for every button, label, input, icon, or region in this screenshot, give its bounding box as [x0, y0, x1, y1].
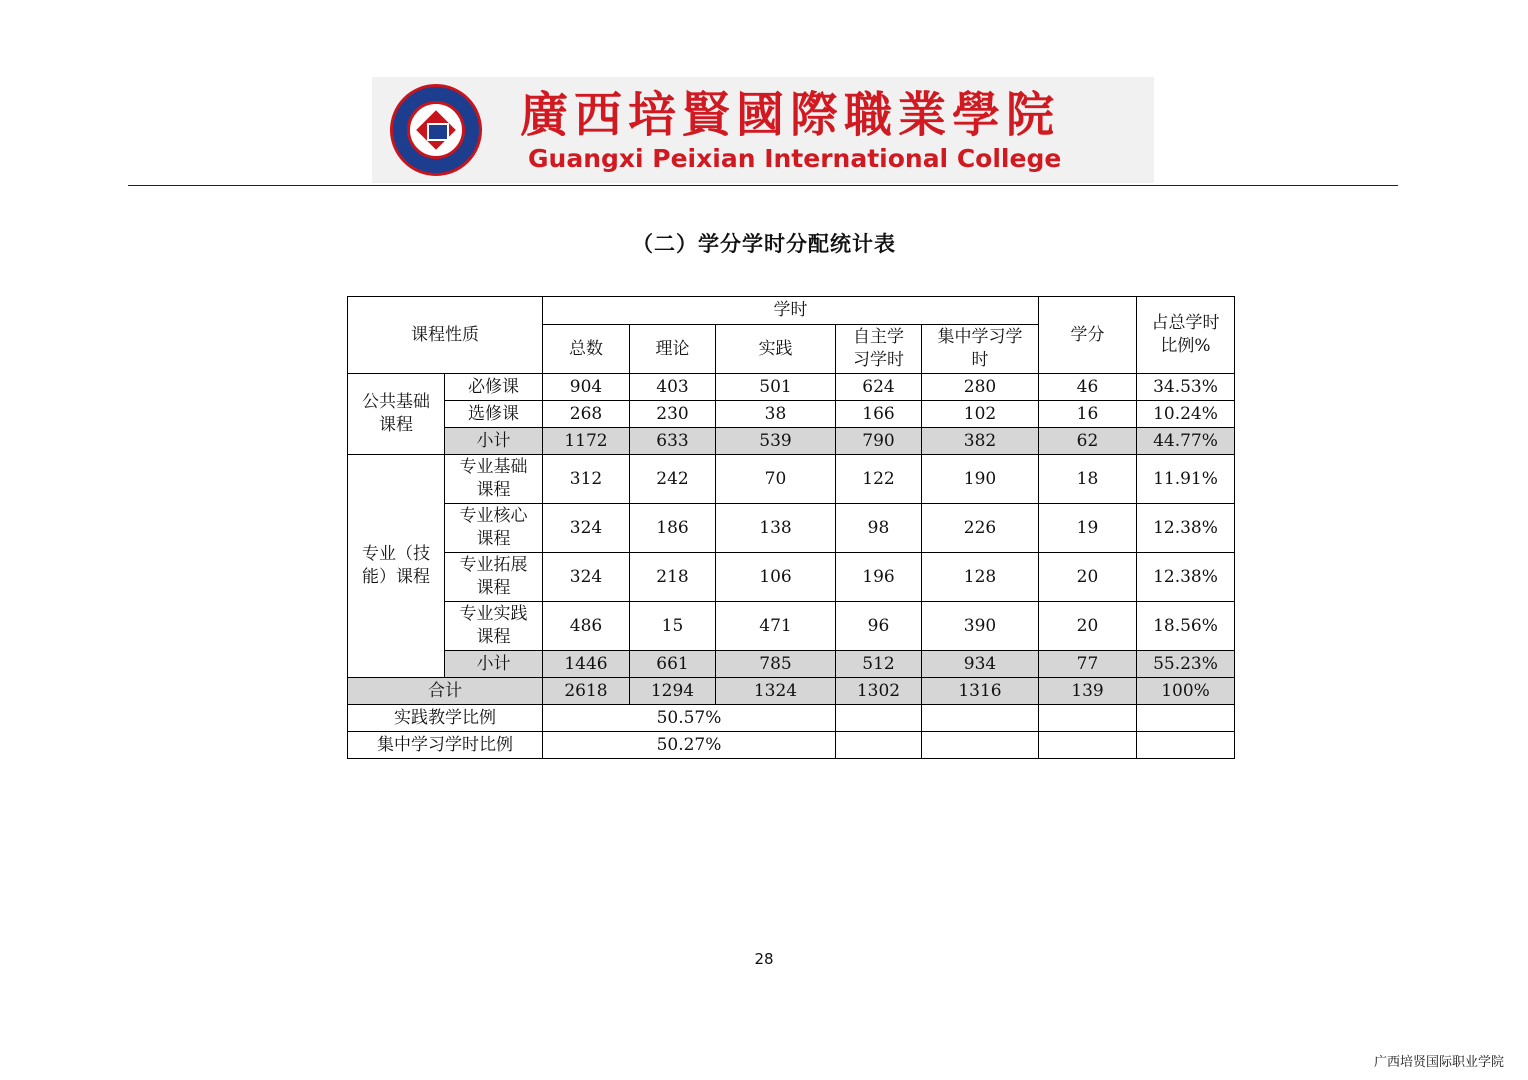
- cell-total: 2618: [543, 678, 630, 705]
- group-major-label: [348, 455, 445, 678]
- grand-total-row: [348, 678, 1235, 705]
- table-row: [348, 455, 1235, 504]
- header-practice: 实践: [716, 325, 836, 374]
- cell-central: 280: [922, 374, 1039, 401]
- cell-total: 324: [543, 553, 630, 602]
- empty-cell: [1137, 705, 1235, 732]
- cell-central: 382: [922, 428, 1039, 455]
- header-theory: 理论: [630, 325, 716, 374]
- cell-ratio: 44.77%: [1137, 428, 1235, 455]
- cell-central: 226: [922, 504, 1039, 553]
- group-public-label: [348, 374, 445, 455]
- cell-total: 486: [543, 602, 630, 651]
- cell-credits: 20: [1039, 553, 1137, 602]
- grand-total-label: 合计: [348, 678, 543, 705]
- cell-theory: 1294: [630, 678, 716, 705]
- cell-self: 98: [836, 504, 922, 553]
- cell-theory: 218: [630, 553, 716, 602]
- row-name: 小计: [445, 651, 543, 678]
- cell-ratio: 55.23%: [1137, 651, 1235, 678]
- cell-ratio: 12.38%: [1137, 504, 1235, 553]
- header-ratio: [1137, 297, 1235, 374]
- cell-central: 934: [922, 651, 1039, 678]
- cell-central: 102: [922, 401, 1039, 428]
- practice-ratio-row: [348, 705, 1235, 732]
- row-name: [445, 553, 543, 602]
- cell-total: 268: [543, 401, 630, 428]
- empty-cell: [922, 705, 1039, 732]
- cell-central: 190: [922, 455, 1039, 504]
- cell-credits: 16: [1039, 401, 1137, 428]
- header-divider: [128, 185, 1398, 186]
- page-title: （二）学分学时分配统计表: [632, 232, 896, 256]
- college-seal-logo: [390, 84, 482, 176]
- cell-practice: 138: [716, 504, 836, 553]
- cell-total: 904: [543, 374, 630, 401]
- table-row: [348, 602, 1235, 651]
- central-ratio-label: 集中学习学时比例: [348, 732, 543, 759]
- cell-ratio: 18.56%: [1137, 602, 1235, 651]
- subtotal-row: [348, 428, 1235, 455]
- cell-self: 166: [836, 401, 922, 428]
- seal-inner-ring: [407, 101, 465, 159]
- row-name-text: 专业核心课程: [459, 506, 528, 549]
- credit-hours-table: [347, 296, 1235, 759]
- row-name-text: 专业实践课程: [459, 604, 528, 647]
- practice-ratio-value: 50.57%: [543, 705, 836, 732]
- cell-self: 512: [836, 651, 922, 678]
- header-centralized: [922, 325, 1039, 374]
- cell-theory: 186: [630, 504, 716, 553]
- cell-ratio: 34.53%: [1137, 374, 1235, 401]
- group-major-text: 专业（技能）课程: [362, 544, 430, 587]
- row-name: [445, 504, 543, 553]
- header-course-type: 课程性质: [348, 297, 543, 374]
- cell-theory: 633: [630, 428, 716, 455]
- empty-cell: [836, 732, 922, 759]
- cell-theory: 230: [630, 401, 716, 428]
- row-name: 小计: [445, 428, 543, 455]
- page-number: 28: [754, 950, 774, 968]
- cell-theory: 403: [630, 374, 716, 401]
- header-self-study-label: 自主学习学时: [853, 327, 904, 370]
- cell-self: 1302: [836, 678, 922, 705]
- footer-organization: 广西培贤国际职业学院: [1373, 1055, 1504, 1070]
- college-banner: [372, 77, 1154, 183]
- cell-central: 390: [922, 602, 1039, 651]
- cell-ratio: 100%: [1137, 678, 1235, 705]
- central-ratio-value: 50.27%: [543, 732, 836, 759]
- row-name-text: 专业拓展课程: [459, 555, 528, 598]
- cell-self: 624: [836, 374, 922, 401]
- cell-theory: 242: [630, 455, 716, 504]
- group-public-text: 公共基础课程: [362, 392, 430, 435]
- cell-practice: 1324: [716, 678, 836, 705]
- cell-total: 1172: [543, 428, 630, 455]
- row-name: [445, 602, 543, 651]
- cell-credits: 19: [1039, 504, 1137, 553]
- cell-practice: 501: [716, 374, 836, 401]
- cell-self: 122: [836, 455, 922, 504]
- table-row: [348, 374, 1235, 401]
- header-centralized-label: 集中学习学时: [937, 327, 1023, 370]
- cell-ratio: 11.91%: [1137, 455, 1235, 504]
- table-row: [348, 504, 1235, 553]
- cell-credits: 139: [1039, 678, 1137, 705]
- cell-total: 324: [543, 504, 630, 553]
- cell-total: 1446: [543, 651, 630, 678]
- cell-credits: 77: [1039, 651, 1137, 678]
- practice-ratio-label: 实践教学比例: [348, 705, 543, 732]
- row-name: [445, 455, 543, 504]
- college-name-english: Guangxi Peixian International College: [528, 144, 1062, 173]
- empty-cell: [922, 732, 1039, 759]
- subtotal-row: [348, 651, 1235, 678]
- empty-cell: [1039, 705, 1137, 732]
- cell-practice: 539: [716, 428, 836, 455]
- cell-self: 96: [836, 602, 922, 651]
- row-name: 必修课: [445, 374, 543, 401]
- header-total: 总数: [543, 325, 630, 374]
- empty-cell: [1137, 732, 1235, 759]
- cell-ratio: 10.24%: [1137, 401, 1235, 428]
- row-name-text: 专业基础课程: [459, 457, 528, 500]
- cell-credits: 20: [1039, 602, 1137, 651]
- cell-practice: 785: [716, 651, 836, 678]
- header-hours-group: 学时: [543, 297, 1039, 325]
- cell-self: 790: [836, 428, 922, 455]
- header-self-study: [836, 325, 922, 374]
- empty-cell: [836, 705, 922, 732]
- cell-practice: 471: [716, 602, 836, 651]
- cell-central: 1316: [922, 678, 1039, 705]
- cell-ratio: 12.38%: [1137, 553, 1235, 602]
- cell-practice: 70: [716, 455, 836, 504]
- row-name: 选修课: [445, 401, 543, 428]
- cell-central: 128: [922, 553, 1039, 602]
- cell-practice: 38: [716, 401, 836, 428]
- header-ratio-label: 占总学时比例%: [1151, 313, 1220, 356]
- cell-credits: 18: [1039, 455, 1137, 504]
- college-name-chinese: 廣西培賢國際職業學院: [520, 87, 1061, 143]
- cell-credits: 62: [1039, 428, 1137, 455]
- table-row: [348, 553, 1235, 602]
- cell-theory: 661: [630, 651, 716, 678]
- cell-self: 196: [836, 553, 922, 602]
- cell-credits: 46: [1039, 374, 1137, 401]
- empty-cell: [1039, 732, 1137, 759]
- cell-total: 312: [543, 455, 630, 504]
- header-credits: 学分: [1039, 297, 1137, 374]
- central-ratio-row: [348, 732, 1235, 759]
- book-icon: [427, 123, 449, 141]
- cell-theory: 15: [630, 602, 716, 651]
- cell-practice: 106: [716, 553, 836, 602]
- table-row: [348, 401, 1235, 428]
